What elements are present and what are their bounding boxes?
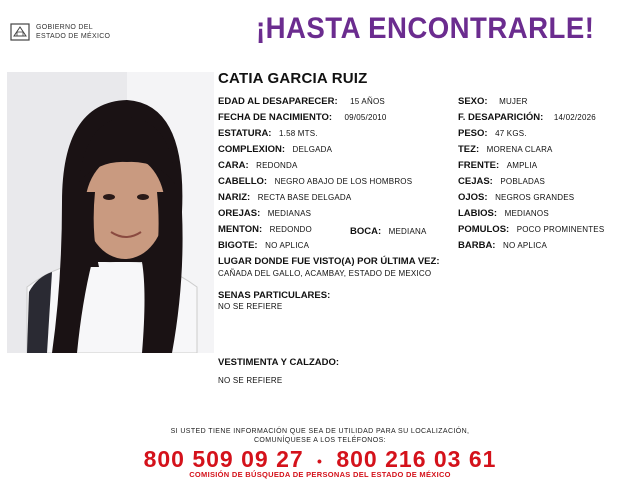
field-label: OREJAS: bbox=[218, 208, 261, 219]
field-label: POMULOS: bbox=[458, 224, 510, 235]
field-label: PESO: bbox=[458, 128, 488, 139]
field-sex bbox=[458, 96, 528, 107]
gov-line2: ESTADO DE MÉXICO bbox=[36, 33, 111, 40]
field-label: CARA: bbox=[218, 160, 249, 171]
info-line1: SI USTED TIENE INFORMACIÓN QUE SEA DE UTILIDAD PARA SU LOCALIZACIÓN, bbox=[170, 428, 470, 435]
field-label: NARIZ: bbox=[218, 192, 251, 203]
field-face bbox=[218, 160, 298, 171]
field-height bbox=[218, 128, 318, 139]
last-seen-label: LUGAR DONDE FUE VISTO(A) POR ÚLTIMA VEZ: bbox=[218, 256, 440, 267]
field-value: NEGROS GRANDES bbox=[495, 193, 575, 202]
phone-number-1: 800 509 09 27 bbox=[143, 446, 304, 472]
state-emblem-icon bbox=[8, 20, 32, 44]
field-label: FRENTE: bbox=[458, 160, 500, 171]
person-name: CATIA GARCIA RUIZ bbox=[218, 70, 368, 87]
info-line2: COMUNÍQUESE A LOS TELÉFONOS: bbox=[253, 437, 387, 444]
clothing-value: NO SE REFIERE bbox=[218, 376, 283, 385]
field-beard bbox=[458, 240, 547, 251]
field-label: BARBA: bbox=[458, 240, 496, 251]
field-label: OJOS: bbox=[458, 192, 488, 203]
field-value: MEDIANOS bbox=[504, 209, 549, 218]
field-label: LABIOS: bbox=[458, 208, 498, 219]
field-value: 14/02/2026 bbox=[553, 113, 596, 122]
last-seen-value: CAÑADA DEL GALLO, ACAMBAY, ESTADO DE MEXICO bbox=[218, 269, 432, 278]
field-value: RECTA BASE DELGADA bbox=[257, 193, 352, 202]
headline-title: ¡HASTA ENCONTRARLE! bbox=[256, 12, 595, 45]
field-value: MEDIANAS bbox=[267, 209, 312, 218]
field-value: NO APLICA bbox=[265, 241, 310, 250]
separator-dot: • bbox=[317, 452, 323, 469]
government-logo bbox=[8, 20, 148, 46]
field-value: 1.58 MTS. bbox=[279, 129, 318, 138]
field-value: 09/05/2010 bbox=[344, 113, 387, 122]
field-label: FECHA DE NACIMIENTO: bbox=[218, 112, 332, 123]
field-cheekbones bbox=[458, 224, 604, 235]
field-age bbox=[218, 96, 385, 107]
field-label: TEZ: bbox=[458, 144, 480, 155]
marks-label: SENAS PARTICULARES: bbox=[218, 290, 331, 301]
field-label: MENTON: bbox=[218, 224, 263, 235]
field-label: EDAD AL DESAPARECER: bbox=[218, 96, 338, 107]
field-label: COMPLEXION: bbox=[218, 144, 286, 155]
field-chin bbox=[218, 224, 312, 235]
field-label: ESTATURA: bbox=[218, 128, 272, 139]
field-label: BIGOTE: bbox=[218, 240, 258, 251]
field-birthdate bbox=[218, 112, 387, 123]
field-ears bbox=[218, 208, 311, 219]
commission-name: COMISIÓN DE BÚSQUEDA DE PERSONAS DEL ESTADO DE MÉXICO bbox=[189, 470, 451, 479]
phone-numbers bbox=[0, 446, 640, 473]
field-complexion bbox=[218, 144, 332, 155]
field-lips bbox=[458, 208, 549, 219]
field-mustache bbox=[218, 240, 309, 251]
field-value: REDONDO bbox=[269, 225, 312, 234]
marks-value: NO SE REFIERE bbox=[218, 302, 283, 311]
field-value: POBLADAS bbox=[500, 177, 546, 186]
field-hair bbox=[218, 176, 412, 187]
field-nose bbox=[218, 192, 351, 203]
missing-person-photo bbox=[7, 72, 214, 353]
field-label: CEJAS: bbox=[458, 176, 493, 187]
phone-number-2: 800 216 03 61 bbox=[336, 446, 497, 472]
field-value: POCO PROMINENTES bbox=[516, 225, 605, 234]
field-label: F. DESAPARICIÓN: bbox=[458, 112, 544, 123]
field-value: 47 KGS. bbox=[495, 129, 527, 138]
clothing-label: VESTIMENTA Y CALZADO: bbox=[218, 357, 340, 368]
field-eyes bbox=[458, 192, 574, 203]
field-value: REDONDA bbox=[256, 161, 298, 170]
field-label: CABELLO: bbox=[218, 176, 268, 187]
field-label: SEXO: bbox=[458, 96, 488, 107]
field-value: MEDIANA bbox=[388, 227, 427, 236]
field-value: AMPLIA bbox=[506, 161, 538, 170]
field-forehead bbox=[458, 160, 537, 171]
field-value: DELGADA bbox=[292, 145, 333, 154]
field-disappearance-date bbox=[458, 112, 596, 123]
field-eyebrows bbox=[458, 176, 545, 187]
field-value: MUJER bbox=[499, 97, 528, 106]
field-label: BOCA: bbox=[350, 226, 382, 237]
field-value: NEGRO ABAJO DE LOS HOMBROS bbox=[274, 177, 413, 186]
field-mouth bbox=[350, 226, 427, 237]
gov-line1: GOBIERNO DEL bbox=[36, 24, 93, 31]
field-skin-tone bbox=[458, 144, 553, 155]
field-value: NO APLICA bbox=[502, 241, 548, 250]
field-value: MORENA CLARA bbox=[486, 145, 553, 154]
field-weight bbox=[458, 128, 527, 139]
field-value: 15 AÑOS bbox=[350, 97, 385, 106]
